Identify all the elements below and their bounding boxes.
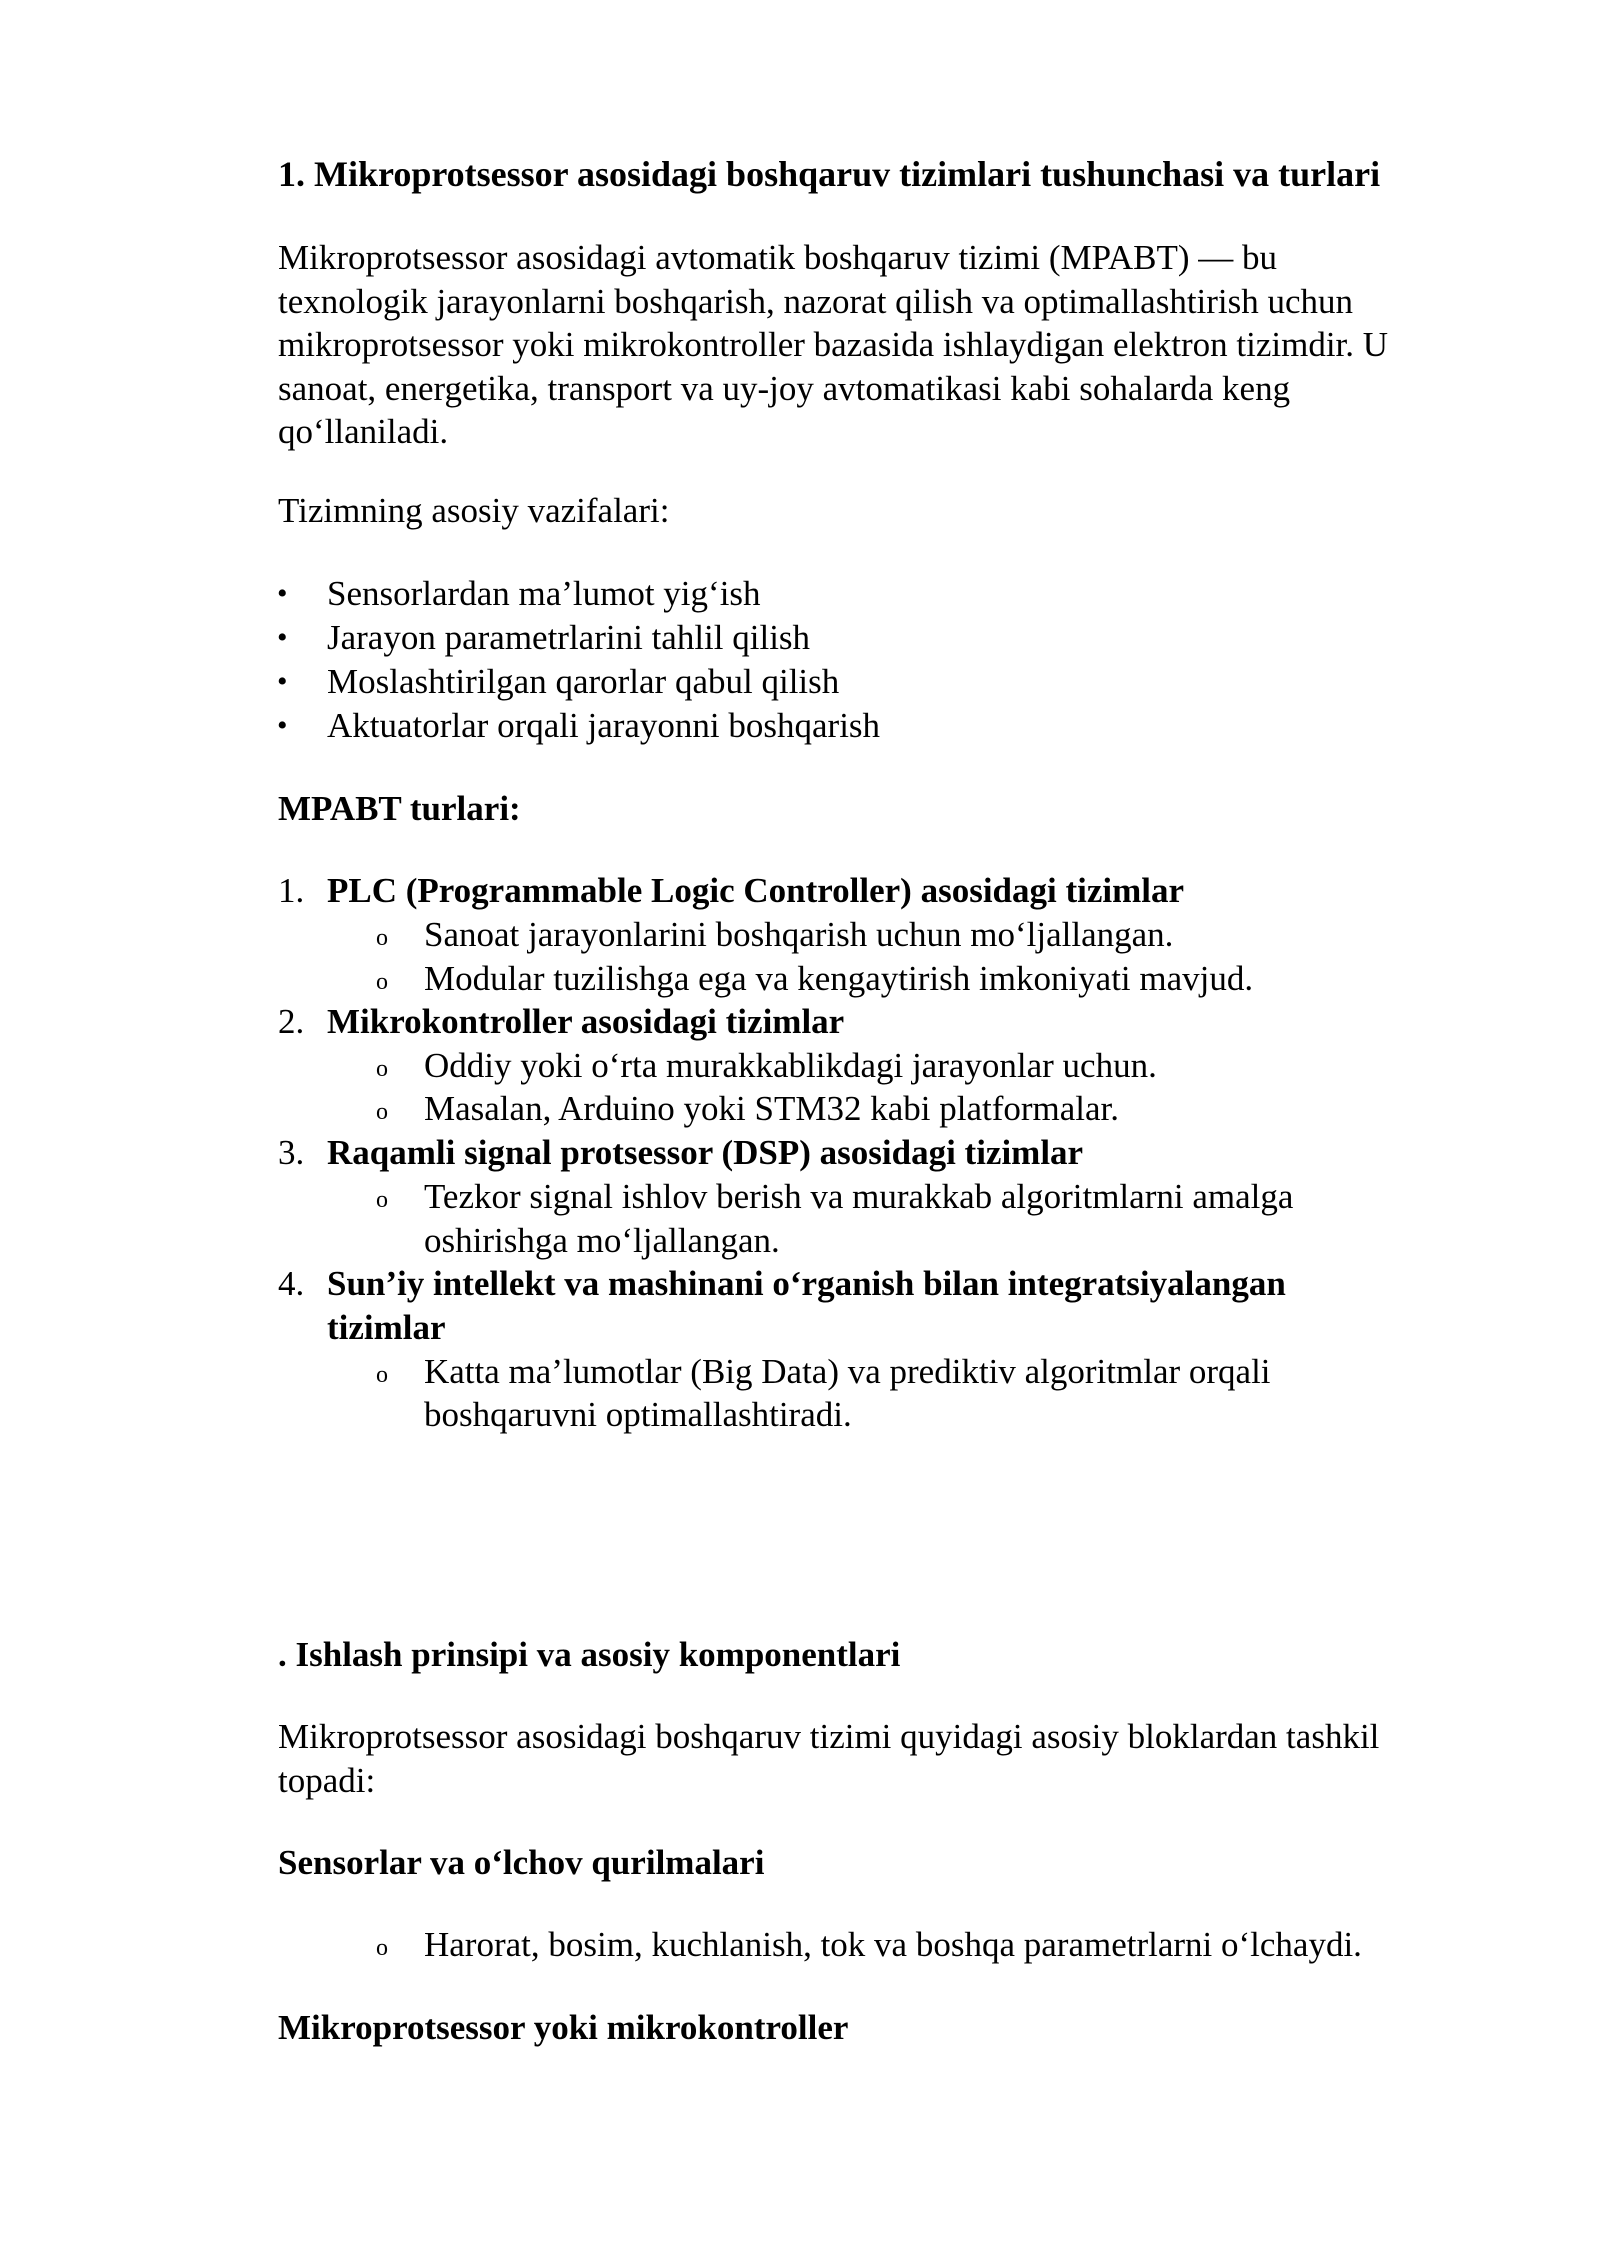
section-1-intro-paragraph bbox=[278, 236, 1523, 454]
section-2-heading: . Ishlash prinsipi va asosiy komponentlari bbox=[278, 1635, 901, 1674]
item-number: 4. bbox=[278, 1264, 305, 1303]
circle-bullet-icon: o bbox=[376, 1935, 388, 1961]
paragraph-line: sanoat, energetika, transport va uy-joy avtomatikasi kabi sohalarda keng bbox=[278, 368, 1291, 408]
mcu-heading: Mikroprotsessor yoki mikrokontroller bbox=[278, 2008, 849, 2047]
paragraph-line: topadi: bbox=[278, 1760, 376, 1800]
paragraph-line: qo‘llaniladi. bbox=[278, 412, 449, 451]
item-number: 3. bbox=[278, 1133, 305, 1172]
circle-bullet-icon: o bbox=[376, 969, 388, 995]
tasks-label: Tizimning asosiy vazifalari: bbox=[278, 491, 670, 530]
circle-bullet-icon: o bbox=[376, 1362, 388, 1388]
circle-bullet-icon: o bbox=[376, 1056, 388, 1082]
paragraph-line: Mikroprotsessor asosidagi avtomatik boshqaruv tizimi (MPABT) — bu bbox=[278, 238, 1278, 277]
section-2-intro-paragraph bbox=[278, 1715, 1523, 1802]
paragraph-line: mikroprotsessor yoki mikrokontroller bazasida ishlaydigan elektron tizimdir. U bbox=[278, 325, 1389, 364]
types-heading: MPABT turlari: bbox=[278, 789, 521, 828]
paragraph-line: Mikroprotsessor asosidagi boshqaruv tizimi quyidagi asosiy bloklardan tashkil bbox=[278, 1717, 1380, 1756]
section-1-heading: 1. Mikroprotsessor asosidagi boshqaruv tizimlari tushunchasi va turlari bbox=[278, 154, 1381, 194]
circle-bullet-icon: o bbox=[376, 1187, 388, 1213]
bullet-icon: • bbox=[277, 621, 288, 654]
document-page: 1. Mikroprotsessor asosidagi boshqaruv tizimlari tushunchasi va turlari Mikroprotsessor asosidagi avtomatik boshqaruv tizimi (MPABT) — bu texnologik jarayonlarni boshqarish, nazorat qilish va optimallashtirish uchun mikroprotsessor yoki mikrokontroller bazasida ishlaydigan elektron tizimdir. U sanoat, energetika, transport va uy-joy avtomatikasi kabi sohalarda keng qo‘llaniladi. Tizimning asosiy vazifalari: • Sensorlardan ma’lumot yig‘ish • Jarayon parametrlarini tahlil qilish • Moslashtirilgan qarorlar qabul qilish • Aktuatorlar orqali jarayonni boshqarish MPABT turlari: 1. PLC (Programmable Logic Controller) asosidagi tizimlar o Sanoat jarayonlarini boshqarish uchun mo‘ljallangan. o Modular tuzilishga ega va kengaytirish imkoniyati mavjud. 2. Mikrokontroller asosidagi tizimlar o Oddiy yoki o‘rta murakkablikdagi jarayonlar uchun. o Masalan, Arduino yoki STM32 kabi platformalar. 3. Raqamli signal protsessor (DSP) asosidagi tizimlar o Tezkor signal ishlov berish va murakkab algoritmlarni amalga oshirishga mo‘ljallangan. 4. Sun’iy intellekt va mashinani o‘rganish bilan integratsiyalangan tizimlar o Katta ma’lumotlar (Big Data) va prediktiv algoritmlar orqali boshqaruvni optimallashtiradi. . Ishlash prinsipi va asosiy komponentlari Mikroprotsessor asosidagi boshqaruv tizimi quyidagi asosiy bloklardan tashkil topadi: Sensorlar va o‘lchov qurilmalari o Harorat, bosim, kuchlanish, tok va boshqa parametrlarni o‘lchaydi. Mikroprotsessor yoki mikrokontroller bbox=[0, 0, 1600, 2262]
circle-bullet-icon: o bbox=[376, 925, 388, 951]
bullet-icon: • bbox=[277, 709, 288, 742]
item-number: 2. bbox=[278, 1002, 305, 1041]
paragraph-line: texnologik jarayonlarni boshqarish, nazorat qilish va optimallashtirish uchun bbox=[278, 281, 1354, 321]
bullet-icon: • bbox=[277, 577, 288, 610]
circle-bullet-icon: o bbox=[376, 1099, 388, 1125]
bullet-icon: • bbox=[277, 665, 288, 698]
sensors-heading: Sensorlar va o‘lchov qurilmalari bbox=[278, 1843, 765, 1882]
item-number: 1. bbox=[278, 871, 305, 910]
